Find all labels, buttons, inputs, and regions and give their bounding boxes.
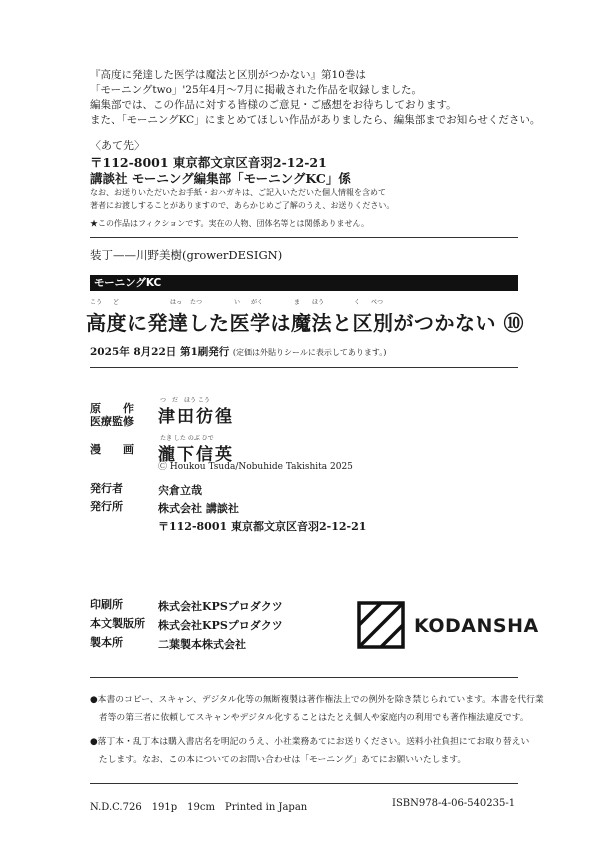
address-note: 著者にお渡しすることがありますので、あらかじめご了解のうえ、お送りください。	[90, 201, 395, 210]
role-label: 発行所	[90, 500, 123, 513]
divider	[90, 677, 518, 678]
kodansha-wordmark: KODANSHA	[414, 615, 539, 637]
ruby-text: がく	[251, 299, 264, 306]
publishing-house-address: 〒112-8001 東京都文京区音羽2-12-21	[158, 520, 367, 533]
publication-date	[90, 344, 386, 359]
legal-line: 者等の第三者に依頼してスキャンやデジタル化することはたとえ個人や家庭内の利用でも著作権法違反です。	[90, 713, 529, 723]
role-label: 発行者	[90, 482, 123, 495]
ruby-text: たつ	[190, 299, 203, 306]
binder-name: 二葉製本株式会社	[158, 638, 246, 651]
role-label: 製本所	[90, 636, 123, 649]
isbn: ISBN978-4-06-540235-1	[392, 798, 516, 809]
intro-paragraph	[90, 68, 540, 128]
ruby-text: べつ	[371, 299, 384, 306]
ruby-text: ど	[113, 299, 120, 306]
name-ruby: つ だ ほう こう	[160, 397, 210, 404]
legal-line: ●落丁本・乱丁本は購入書店名を明記のうえ、小社業務あてにお送りください。送料小社負担にてお取り替えい	[90, 737, 530, 747]
price-note: (定価は外貼りシールに表示してあります。)	[232, 348, 387, 357]
intro-line: 編集部では、この作品に対する皆様のご意見・ご感想をお待ちしております。	[90, 99, 457, 111]
ndc-info: N.D.C.726 191p 19cm Printed in Japan	[90, 802, 308, 813]
role-label: 医療監修	[90, 415, 134, 428]
ruby-text: こう	[90, 299, 103, 306]
divider	[90, 367, 518, 368]
address-dept: 講談社 モーニング編集部「モーニングKC」係	[90, 171, 351, 186]
platemaker-name: 株式会社KPSプロダクツ	[158, 619, 283, 632]
publisher-name: 宍倉立哉	[158, 484, 202, 497]
ruby-text: ま	[294, 299, 301, 306]
address-note: なお、お送りいただいたお手紙・おハガキは、ご記入いただいた個人情報を含めて	[90, 188, 386, 197]
role-label: 漫 画	[90, 443, 134, 456]
address-postal: 〒112-8001 東京都文京区音羽2-12-21	[90, 155, 327, 170]
title-ruby	[86, 297, 526, 307]
publication-date-text: 2025年 8月22日 第1刷発行	[90, 346, 230, 358]
role-label: 本文製版所	[90, 617, 145, 630]
ruby-text: はっ	[170, 299, 183, 306]
kodansha-logo-icon	[356, 600, 406, 650]
printer-name: 株式会社KPSプロダクツ	[158, 600, 283, 613]
cover-design-credit: 装丁——川野美樹(growerDESIGN)	[90, 248, 283, 262]
fiction-notice: ★この作品はフィクションです。実在の人物、団体名等とは関係ありません。	[90, 219, 370, 228]
ruby-text: く	[354, 299, 361, 306]
role-label: 原 作	[90, 402, 134, 415]
intro-line: 「モーニングtwo」'25年4月〜7月に掲載された作品を収録しました。	[90, 84, 423, 96]
intro-line: 『高度に発達した医学は魔法と区別がつかない』第10巻は	[90, 69, 366, 81]
publishing-house: 株式会社 講談社	[158, 502, 239, 515]
divider	[90, 237, 518, 238]
artist-name: 瀧下信英	[158, 445, 234, 465]
imprint-label-bar: モーニングKC	[90, 275, 518, 291]
ruby-text: ほう	[312, 299, 325, 306]
role-label: 印刷所	[90, 598, 123, 611]
divider	[90, 783, 518, 784]
author-name: 津田彷徨	[158, 407, 234, 427]
book-title: 高度に発達した医学は魔法と区別がつかない ⑩	[86, 311, 524, 335]
legal-line: たします。なお、この本についてのお問い合わせは「モーニング」あてにお願いいたします。	[90, 755, 467, 765]
intro-line: また、「モーニングKC」にまとめてほしい作品がありましたら、編集部までお知らせください。	[90, 114, 541, 126]
ruby-text: い	[234, 299, 241, 306]
copyright-line: Ⓒ Houkou Tsuda/Nobuhide Takishita 2025	[158, 462, 353, 472]
name-ruby: たき した のぶ ひで	[160, 435, 214, 442]
legal-line: ●本書のコピー、スキャン、デジタル化等の無断複製は著作権法上での例外を除き禁じられています。本書を代行業	[90, 695, 544, 705]
address-heading: 〈あて先〉	[90, 139, 145, 152]
